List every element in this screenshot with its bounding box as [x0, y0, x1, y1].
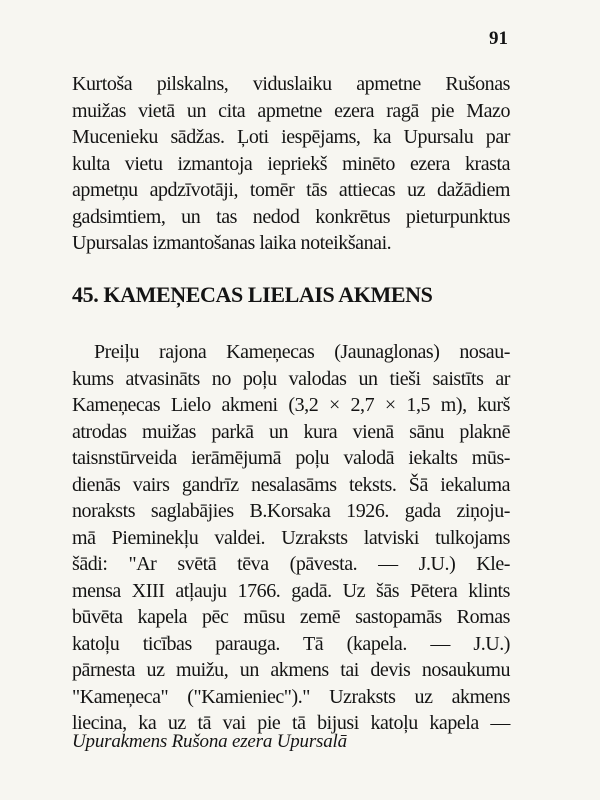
- text-line: Mucenieku sādžas. Ļoti iespējams, ka Upursalu par: [72, 126, 510, 148]
- text-line: mā Pieminekļu valdei. Uzraksts latviski tulkojams: [72, 526, 510, 549]
- text-line: apmetņu apdzīvotāji, tomēr tās attiecas uz dažādiem: [72, 179, 510, 201]
- text-line: šādi: "Ar svētā tēva (pāvesta. — J.U.) Kle-: [72, 553, 510, 575]
- text-line: Kameņecas Lielo akmeni (3,2 × 2,7 × 1,5 m), kurš: [72, 394, 510, 416]
- text-line: "Kameņeca" ("Kamieniec")." Uzraksts uz akmens: [72, 685, 510, 708]
- section-heading: 45. KAMEŅECAS LIELAIS AKMENS: [72, 282, 433, 307]
- text-line: katoļu ticības parauga. Tā (kapela. — J.U.): [72, 632, 510, 655]
- text-line: atrodas muižas parkā un kura vienā sānu plaknē: [72, 420, 510, 443]
- text-line: dienās vairs gandrīz nesalasāms teksts. Šā iekaluma: [72, 473, 510, 496]
- text-line: mensa XIII atļauju 1766. gadā. Uz šās Pētera klints: [72, 579, 510, 602]
- text-line: Preiļu rajona Kameņecas (Jaunaglonas) nosau-: [94, 341, 510, 363]
- text-line: noraksts saglabājies B.Korsaka 1926. gada ziņoju-: [72, 500, 510, 522]
- paragraph-body: [72, 339, 510, 737]
- text-line: kulta vietu izmantoja iepriekš minēto ezera krasta: [72, 152, 510, 175]
- text-line: liecina, ka uz tā vai pie tā bijusi katoļu kapela —: [72, 712, 510, 734]
- text-line: Kurtoša pilskalns, viduslaiku apmetne Rušonas: [72, 73, 510, 95]
- text-line: gadsimtiem, un tas nedod konkrētus pieturpunktus: [72, 205, 510, 228]
- figure-caption: Upurakmens Rušona ezera Upursalā: [72, 731, 347, 752]
- text-line: muižas vietā un cita apmetne ezera ragā pie Mazo: [72, 99, 510, 122]
- page-number: 91: [489, 28, 508, 49]
- text-line: taisnstūrveida ierāmējumā poļu valodā iekalts mūs-: [72, 447, 510, 469]
- text-line: pārnesta uz muižu, un akmens tai devis nosaukumu: [72, 659, 510, 681]
- paragraph-intro: [72, 71, 510, 257]
- text-line: būvēta kapela pēc mūsu zemē sastopamās Romas: [72, 606, 510, 628]
- text-line: Upursalas izmantošanas laika noteikšanai.: [72, 232, 392, 254]
- text-line: kums atvasināts no poļu valodas un tieši saistīts ar: [72, 367, 510, 390]
